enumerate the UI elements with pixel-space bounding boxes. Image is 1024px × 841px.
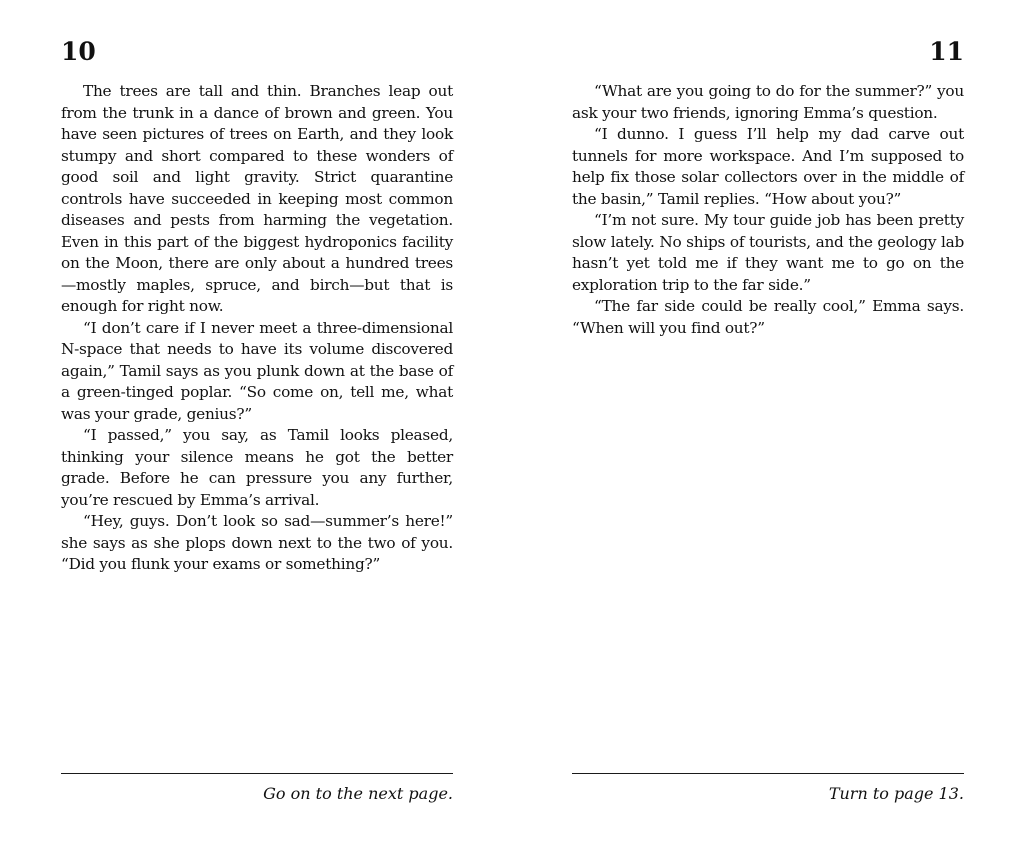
page-number: 11 bbox=[929, 37, 964, 66]
paragraph: “Hey, guys. Don’t look so sad—summer’s here!” she says as she plops down next to the two of you. “Did you flunk your exams or something?” bbox=[61, 512, 453, 573]
paragraph: The trees are tall and thin. Branches leap out from the trunk in a dance of brown and green. You have seen pictures of trees on Earth, and they look stumpy and short compared to these wonders of good soil and light gravity. Strict quarantine controls have succeeded in keeping most common diseases and pests from harming the vegetation. Even in this part of the biggest hydroponics facility on the Moon, there are only about a hundred trees—mostly maples, spruce, and birch—but that is enough for right now. bbox=[61, 82, 453, 315]
page-number: 10 bbox=[61, 37, 96, 66]
footer-instruction: Go on to the next page. bbox=[263, 784, 453, 803]
right-page bbox=[572, 0, 964, 841]
paragraph: “The far side could be really cool,” Emma says. “When will you find out?” bbox=[572, 297, 964, 337]
paragraph: “I passed,” you say, as Tamil looks pleased, thinking your silence means he got the better grade. Before he can pressure you any further, you’re rescued by Emma’s arrival. bbox=[61, 426, 453, 509]
footer-divider bbox=[572, 773, 964, 774]
paragraph: “I dunno. I guess I’ll help my dad carve out tunnels for more workspace. And I’m supposed to help fix those solar collectors over in the middle of the basin,” Tamil replies. “How about you?” bbox=[572, 125, 964, 208]
page-body-text bbox=[61, 81, 453, 576]
paragraph: “What are you going to do for the summer?” you ask your two friends, ignoring Emma’s question. bbox=[572, 82, 964, 122]
footer-instruction: Turn to page 13. bbox=[828, 784, 964, 803]
paragraph: “I’m not sure. My tour guide job has been pretty slow lately. No ships of tourists, and the geology lab hasn’t yet told me if they want me to go on the exploration trip to the far side.” bbox=[572, 211, 964, 294]
footer-divider bbox=[61, 773, 453, 774]
left-page bbox=[61, 0, 453, 841]
paragraph: “I don’t care if I never meet a three-dimensional N-space that needs to have its volume discovered again,” Tamil says as you plunk down at the base of a green-tinged poplar. “So come on, tell me, what was your grade, genius?” bbox=[61, 318, 453, 423]
page-body-text bbox=[572, 81, 964, 339]
